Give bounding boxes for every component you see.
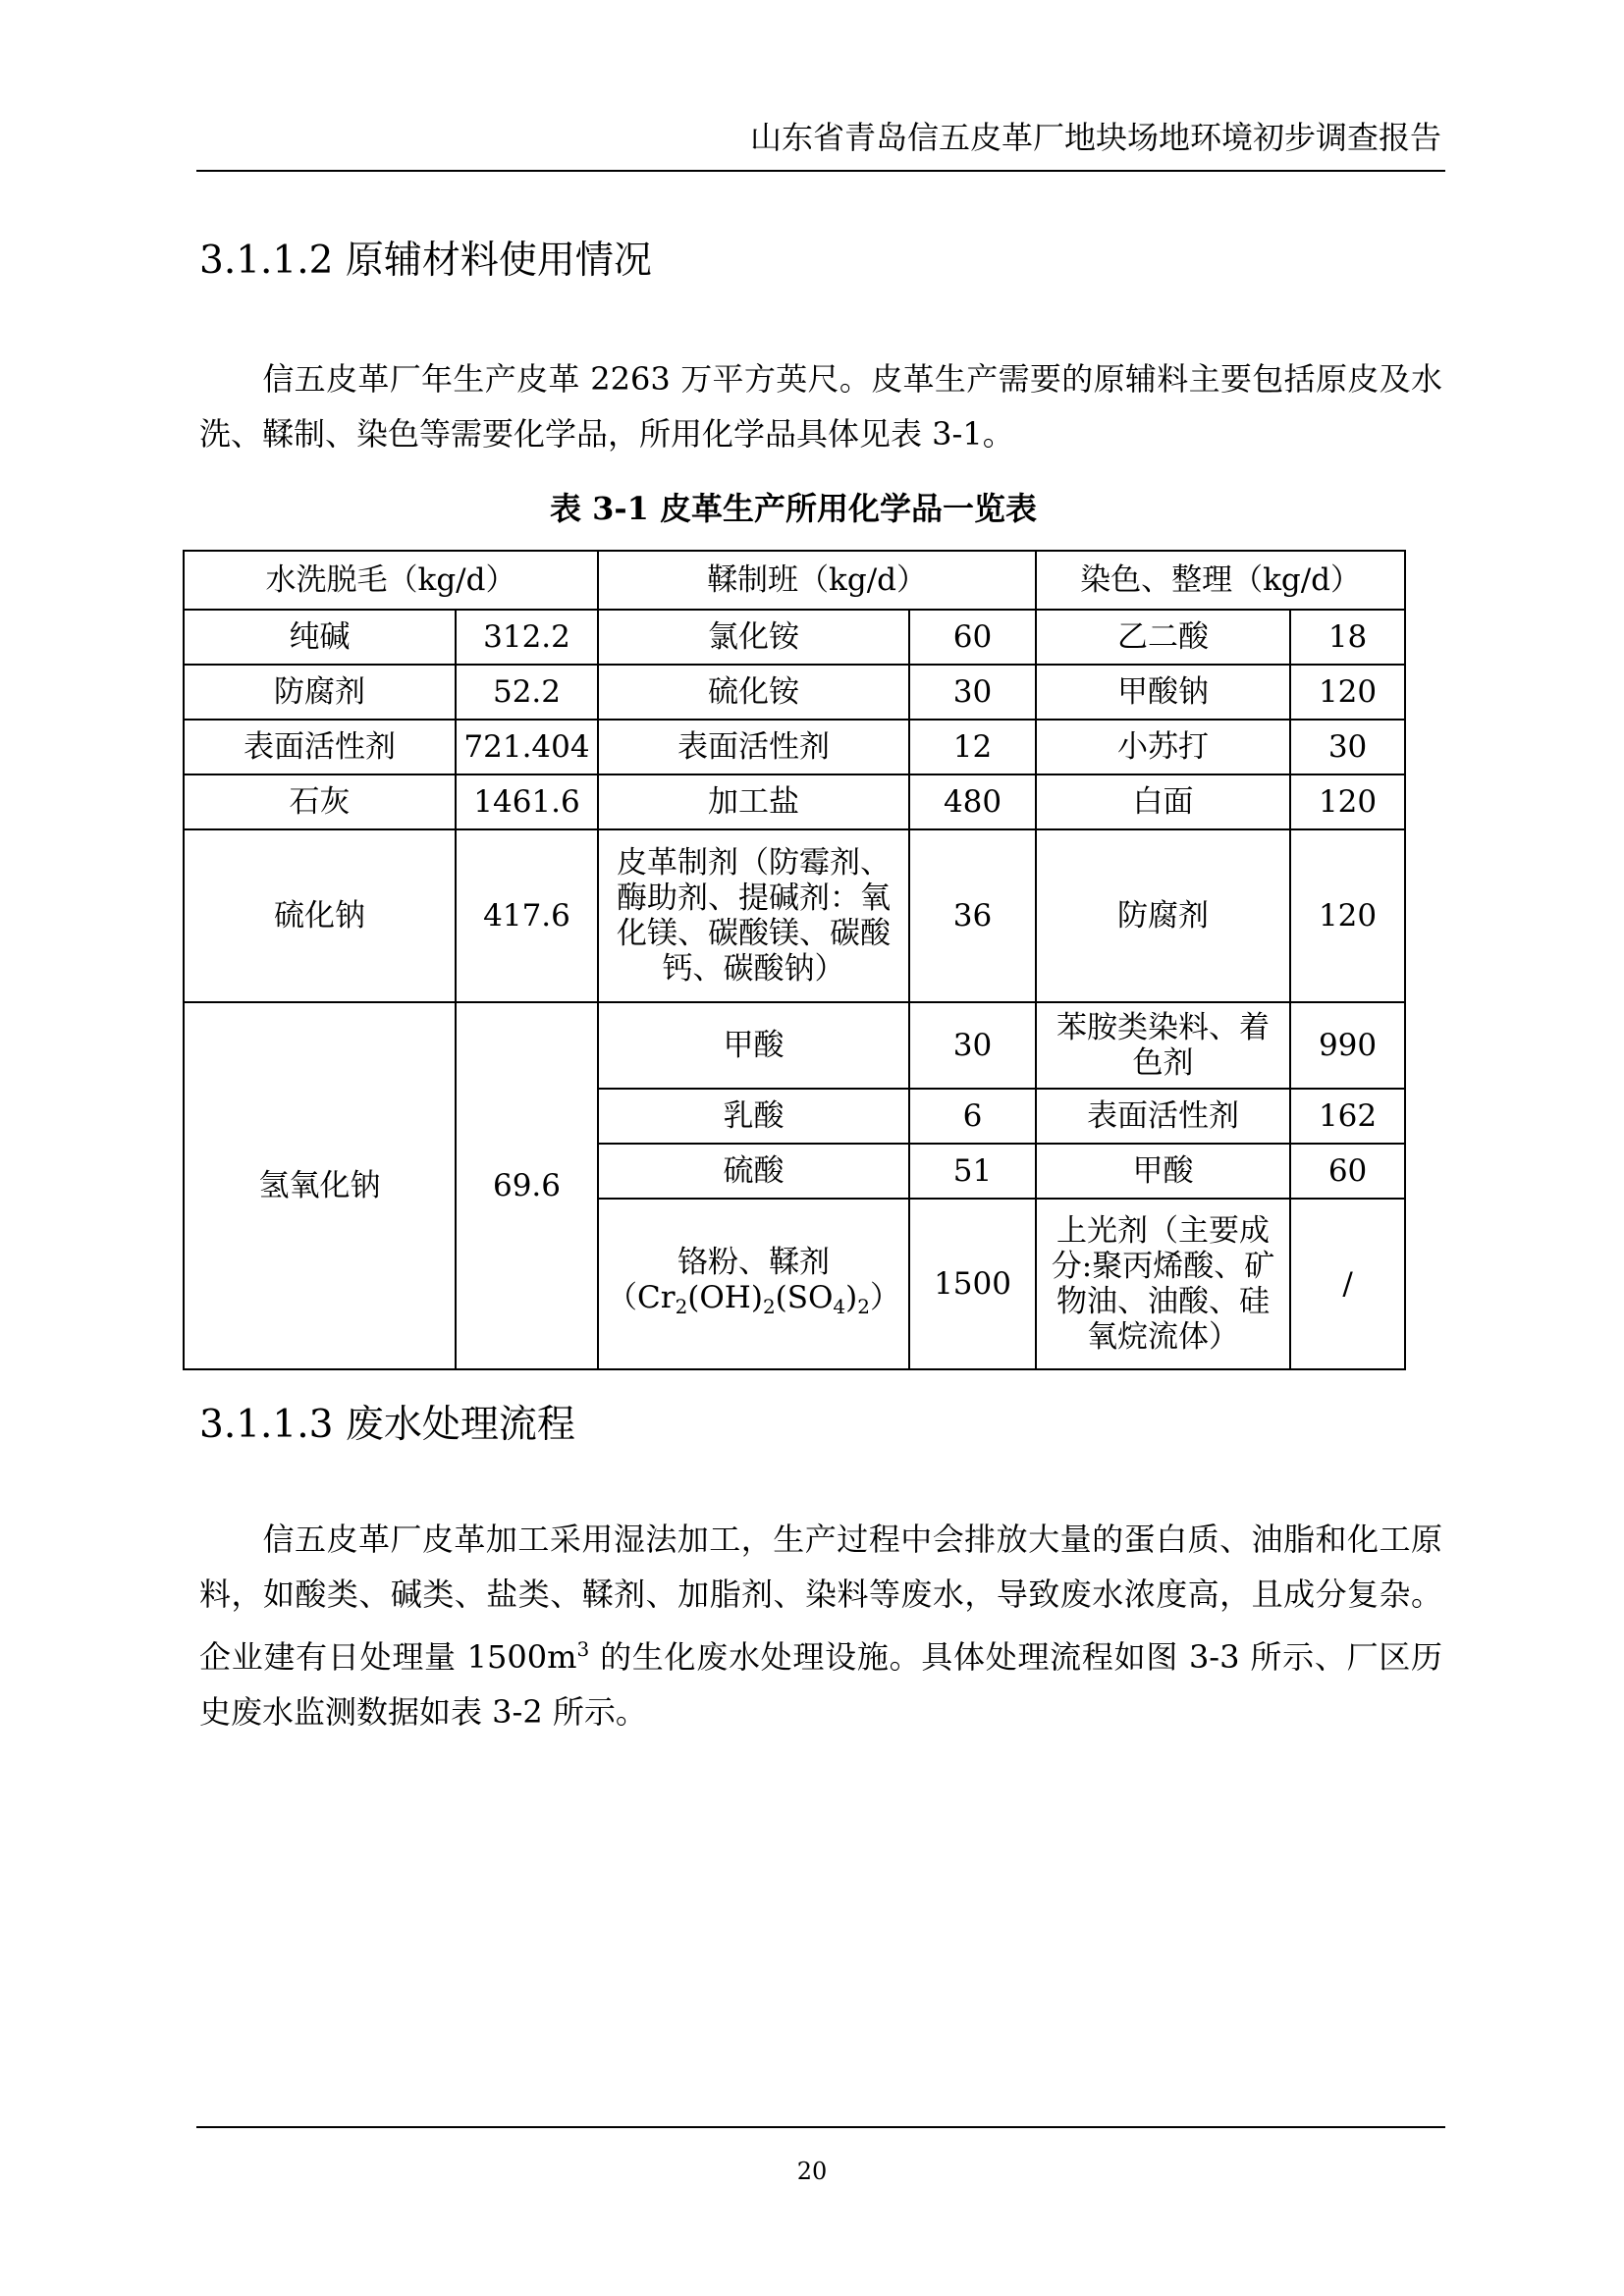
table-cell: 甲酸钠 <box>1036 665 1290 720</box>
table-cell: 30 <box>909 665 1036 720</box>
table-cell-naoh-amount: 69.6 <box>456 1002 598 1369</box>
table-cell: 51 <box>909 1144 1036 1199</box>
table-cell: 加工盐 <box>598 774 909 829</box>
table-cell: 白面 <box>1036 774 1290 829</box>
table-cell: 162 <box>1290 1089 1405 1144</box>
table-cell-naoh-name: 氢氧化钠 <box>184 1002 456 1369</box>
table-cell: 18 <box>1290 610 1405 665</box>
table-cell: 721.404 <box>456 720 598 774</box>
table-cell: 120 <box>1290 665 1405 720</box>
table-header-row <box>184 551 1405 610</box>
formula-part: Cr <box>637 1279 676 1315</box>
table-cell: 防腐剂 <box>184 665 456 720</box>
table-cell: 乳酸 <box>598 1089 909 1144</box>
table-cell: 52.2 <box>456 665 598 720</box>
paragraph-wastewater-text-2: 的生化废水处理设施。具体处理流程如图 3-3 所示、厂区历史废水监测数据如表 3-2 所示。 <box>199 1638 1442 1731</box>
table-cell: 表面活性剂 <box>598 720 909 774</box>
chrome-tanning-agent-label: 铬粉、鞣剂 <box>677 1244 831 1280</box>
header-dyeing: 染色、整理（kg/d） <box>1036 551 1405 610</box>
table-cell: 乙二酸 <box>1036 610 1290 665</box>
table-cell: 氯化铵 <box>598 610 909 665</box>
table-cell: 甲酸 <box>1036 1144 1290 1199</box>
table-cell: 30 <box>1290 720 1405 774</box>
superscript-cubed: 3 <box>576 1637 590 1661</box>
table-cell: 表面活性剂 <box>184 720 456 774</box>
table-cell: 36 <box>909 829 1036 1002</box>
table-cell: 480 <box>909 774 1036 829</box>
table-cell: 防腐剂 <box>1036 829 1290 1002</box>
formula-subscript: 2 <box>762 1294 776 1318</box>
section-heading-3-1-1-2: 3.1.1.2 原辅材料使用情况 <box>199 239 652 283</box>
table-cell: 312.2 <box>456 610 598 665</box>
table-cell: 12 <box>909 720 1036 774</box>
table-cell: 990 <box>1290 1002 1405 1089</box>
header-divider <box>196 170 1445 172</box>
table-cell: 苯胺类染料、着色剂 <box>1036 1002 1290 1089</box>
table-cell: 上光剂（主要成分:聚丙烯酸、矿物油、油酸、硅氧烷流体） <box>1036 1199 1290 1369</box>
header-washing: 水洗脱毛（kg/d） <box>184 551 598 610</box>
table-cell: 1500 <box>909 1199 1036 1369</box>
header-tanning: 鞣制班（kg/d） <box>598 551 1036 610</box>
table-cell: 硫化钠 <box>184 829 456 1002</box>
section-heading-3-1-1-3: 3.1.1.3 废水处理流程 <box>199 1403 575 1447</box>
formula-subscript: 2 <box>675 1294 688 1318</box>
table-cell: 60 <box>909 610 1036 665</box>
formula-part: ) <box>845 1279 858 1315</box>
page-number: 20 <box>796 2158 828 2185</box>
formula-part: (OH) <box>687 1279 763 1315</box>
report-header-title: 山东省青岛信五皮革厂地块场地环境初步调查报告 <box>749 119 1441 156</box>
table-row <box>184 1002 1405 1089</box>
table-row <box>184 829 1405 1002</box>
table-cell: 小苏打 <box>1036 720 1290 774</box>
table-cell: 417.6 <box>456 829 598 1002</box>
table-row <box>184 720 1405 774</box>
chrome-formula: $(Cr_2(OH)_2(SO_4)_2)$ <box>607 1279 900 1318</box>
table-cell: 30 <box>909 1002 1036 1089</box>
table-cell: 硫化铵 <box>598 665 909 720</box>
table-row <box>184 665 1405 720</box>
table-caption: 表 3-1 皮革生产所用化学品一览表 <box>549 490 1038 527</box>
table-cell: 硫酸 <box>598 1144 909 1199</box>
table-cell: 甲酸 <box>598 1002 909 1089</box>
paragraph-wastewater-text-1: 信五皮革厂皮革加工采用湿法加工，生产过程中会排放大量的蛋白质、油脂和化工原料，如酸类、碱类、盐类、鞣剂、加脂剂、染料等废水，导致废水浓度高，且成分复杂。企业建有日处理量 1500m <box>199 1521 1442 1676</box>
table-cell: 6 <box>909 1089 1036 1144</box>
table-cell-chrome <box>598 1199 909 1369</box>
footer-divider <box>196 2126 1445 2128</box>
table-cell: / <box>1290 1199 1405 1369</box>
paragraph-wastewater <box>199 1512 1442 1739</box>
formula-subscript: 4 <box>833 1294 846 1318</box>
table-cell: 纯碱 <box>184 610 456 665</box>
table-cell: 1461.6 <box>456 774 598 829</box>
table-cell: 60 <box>1290 1144 1405 1199</box>
table-cell: 皮革制剂（防霉剂、酶助剂、提碱剂：氧化镁、碳酸镁、碳酸钙、碳酸钠） <box>598 829 909 1002</box>
chemicals-table <box>183 550 1406 1370</box>
paragraph-raw-materials <box>199 351 1442 461</box>
table-cell: 120 <box>1290 774 1405 829</box>
table-row <box>184 774 1405 829</box>
table-cell: 表面活性剂 <box>1036 1089 1290 1144</box>
table-cell: 石灰 <box>184 774 456 829</box>
table-cell: 120 <box>1290 829 1405 1002</box>
table-row <box>184 610 1405 665</box>
formula-part: (SO <box>775 1279 834 1315</box>
formula-subscript: 2 <box>857 1294 870 1318</box>
paragraph-raw-materials-text: 信五皮革厂年生产皮革 2263 万平方英尺。皮革生产需要的原辅料主要包括原皮及水洗、鞣制、染色等需要化学品，所用化学品具体见表 3-1。 <box>199 360 1442 453</box>
